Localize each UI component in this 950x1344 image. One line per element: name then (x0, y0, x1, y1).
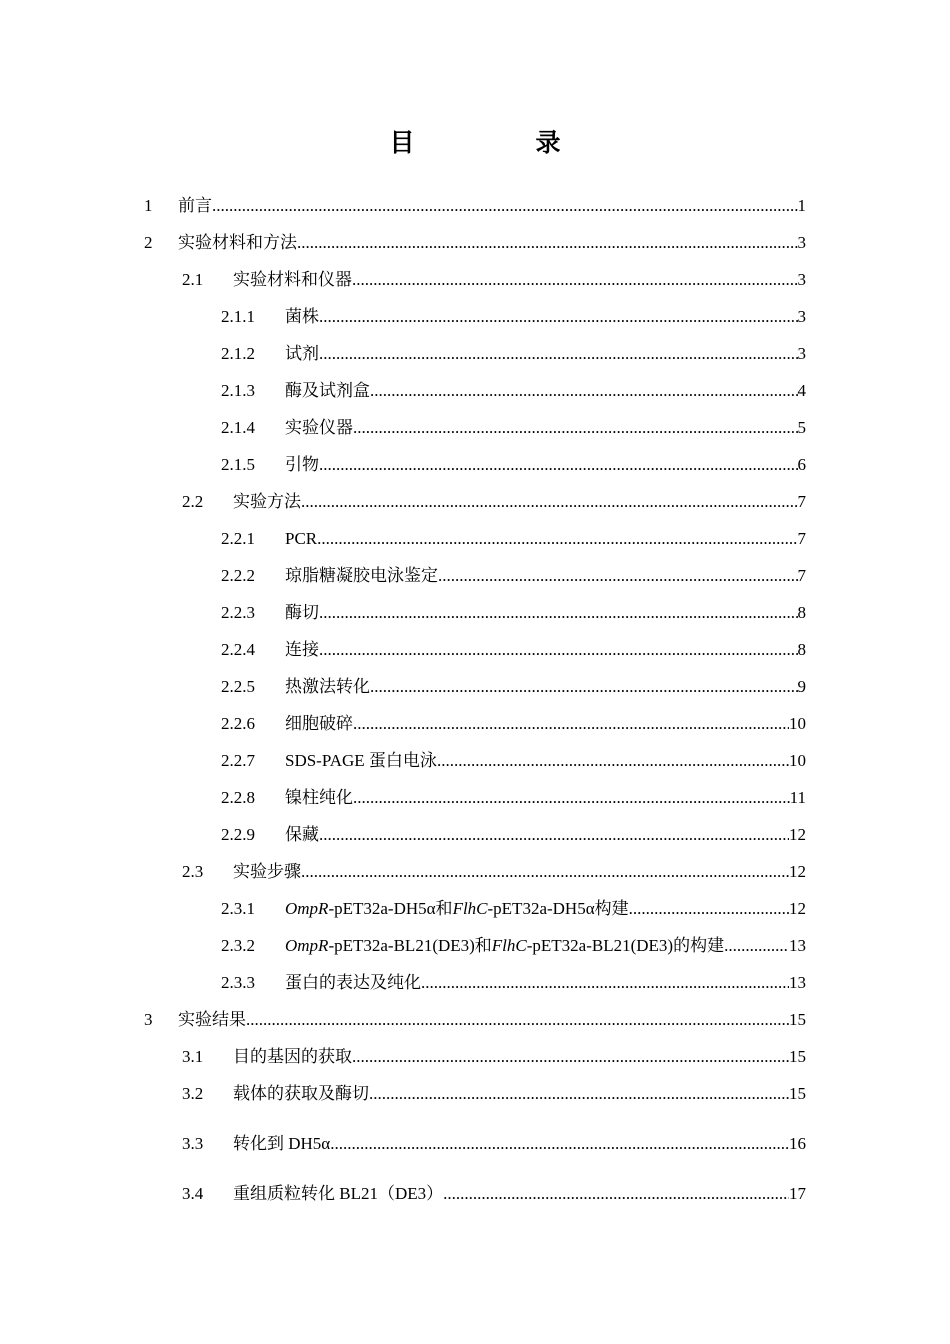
toc-entry[interactable] (182, 854, 806, 890)
toc-dot-leader (437, 743, 789, 779)
toc-entry[interactable] (182, 1176, 806, 1212)
toc-entry-number: 2.3.3 (221, 973, 255, 992)
toc-entry-number: 2.1.2 (221, 344, 255, 363)
toc-page-number: 5 (797, 418, 806, 437)
toc-entry-title-part: PCR (285, 529, 318, 548)
toc-entry-number: 2.2.7 (221, 751, 255, 770)
toc-entry-title-part: 保藏 (285, 825, 319, 844)
toc-entry-title (285, 817, 319, 853)
toc-entry-number: 2.1.1 (221, 307, 255, 326)
toc-entry[interactable] (144, 1002, 806, 1038)
toc-dot-leader (212, 188, 798, 224)
toc-entry[interactable] (221, 891, 806, 927)
toc-page-number: 3 (797, 307, 806, 326)
toc-entry-title (178, 225, 297, 261)
toc-page-number: 3 (797, 270, 806, 289)
toc-entry-number: 2.2 (182, 492, 204, 511)
toc-entry[interactable] (221, 743, 806, 779)
toc-entry-title (233, 1126, 330, 1162)
toc-entry[interactable] (221, 632, 806, 668)
toc-page-number: 8 (797, 640, 806, 659)
toc-dot-leader (319, 632, 798, 668)
toc-entry[interactable] (144, 225, 806, 261)
toc-entry-title-part: 琼脂糖凝胶电泳鉴定 (285, 566, 438, 585)
toc-entry[interactable] (182, 1126, 806, 1162)
toc-entry-number: 3.3 (182, 1134, 204, 1153)
toc-dot-leader (352, 262, 798, 298)
toc-page-number: 6 (797, 455, 806, 474)
toc-entry[interactable] (182, 1039, 806, 1075)
toc-entry-title-part: 蛋白的表达及纯化 (285, 973, 421, 992)
toc-entry-number: 3.4 (182, 1184, 204, 1203)
toc-page-number: 7 (797, 492, 806, 511)
toc-entry-title-part: 实验结果 (178, 1010, 246, 1029)
toc-entry-number: 2.2.1 (221, 529, 255, 548)
toc-page-number: 8 (797, 603, 806, 622)
toc-entry-title-part: 实验材料和仪器 (233, 270, 352, 289)
toc-page-number: 9 (797, 677, 806, 696)
toc-dot-leader (370, 669, 798, 705)
toc-entry-title (233, 854, 301, 890)
toc-entry[interactable] (221, 336, 806, 372)
toc-entry-title (285, 743, 437, 779)
toc-dot-leader (297, 225, 798, 261)
toc-entry-title-part: 细胞破碎 (285, 714, 353, 733)
toc-entry-title-part: 重组质粒转化 BL21（DE3） (233, 1184, 444, 1203)
toc-page-number: 16 (789, 1134, 806, 1153)
toc-dot-leader (370, 373, 798, 409)
toc-entry-title-italic: OmpR (285, 936, 329, 955)
toc-entry-title (285, 558, 438, 594)
toc-entry-title-part: 实验仪器 (285, 418, 353, 437)
toc-entry-title (285, 669, 370, 705)
toc-entry[interactable] (221, 928, 806, 964)
toc-entry-number: 3 (144, 1010, 153, 1029)
toc-entry-title-italic: OmpR (285, 899, 329, 918)
toc-entry-number: 2.2.8 (221, 788, 255, 807)
toc-dot-leader (301, 484, 798, 520)
toc-entry[interactable] (182, 484, 806, 520)
toc-page-number: 10 (789, 714, 806, 733)
toc-dot-leader (369, 1076, 789, 1112)
toc-page-number: 1 (797, 196, 806, 215)
toc-page-number: 7 (797, 566, 806, 585)
toc-entry[interactable] (144, 188, 806, 224)
toc-entry-number: 2.1 (182, 270, 204, 289)
toc-dot-leader (319, 299, 798, 335)
toc-entry-title (285, 891, 629, 927)
toc-entry-title (285, 336, 319, 372)
toc-entry-number: 2.2.5 (221, 677, 255, 696)
toc-entry[interactable] (221, 410, 806, 446)
toc-entry[interactable] (221, 706, 806, 742)
toc-dot-leader (353, 706, 789, 742)
toc-entry-number: 2.2.2 (221, 566, 255, 585)
toc-page-number: 11 (789, 788, 806, 807)
toc-dot-leader (319, 595, 798, 631)
toc-entry-title-part: 引物 (285, 455, 319, 474)
toc-entry-title-part: -pET32a-DH5α和 (328, 899, 453, 918)
toc-entry-title (233, 262, 352, 298)
toc-entry[interactable] (221, 447, 806, 483)
toc-entry-number: 2.3.2 (221, 936, 255, 955)
toc-entry-title (285, 410, 353, 446)
toc-entry-title (285, 595, 319, 631)
toc-dot-leader (317, 521, 797, 557)
toc-dot-leader (443, 1176, 789, 1212)
toc-entry-number: 1 (144, 196, 153, 215)
toc-entry[interactable] (221, 373, 806, 409)
toc-entry-title-part: 实验步骤 (233, 862, 301, 881)
toc-dot-leader (353, 780, 790, 816)
toc-dot-leader (352, 1039, 789, 1075)
toc-entry-title-part: 菌株 (285, 307, 319, 326)
toc-entry-title (178, 188, 212, 224)
toc-page-number: 3 (797, 344, 806, 363)
toc-entry-title (233, 1076, 369, 1112)
toc-entry-title-part: 目的基因的获取 (233, 1047, 352, 1066)
toc-entry-title (285, 928, 724, 964)
toc-entry[interactable] (221, 669, 806, 705)
toc-entry-title (178, 1002, 246, 1038)
toc-entry-title-part: 连接 (285, 640, 319, 659)
toc-entry-number: 3.1 (182, 1047, 204, 1066)
toc-entry-title (285, 965, 421, 1001)
toc-entry-title-part: 转化到 DH5α (233, 1134, 331, 1153)
toc-entry-title-italic: FlhC (491, 936, 527, 955)
toc-dot-leader (301, 854, 789, 890)
toc-page-number: 3 (797, 233, 806, 252)
toc-entry-number: 2.1.5 (221, 455, 255, 474)
toc-page-number: 13 (789, 936, 806, 955)
toc-page-number: 4 (797, 381, 806, 400)
toc-entry-number: 2.3.1 (221, 899, 255, 918)
toc-page-number: 10 (789, 751, 806, 770)
toc-entry[interactable] (221, 558, 806, 594)
toc-list (0, 188, 950, 1218)
toc-entry-title-italic: FlhC (452, 899, 488, 918)
toc-dot-leader (438, 558, 798, 594)
toc-page-number: 12 (789, 862, 806, 881)
toc-entry[interactable] (221, 521, 806, 557)
toc-entry-number: 2.2.9 (221, 825, 255, 844)
toc-entry-title (233, 484, 301, 520)
toc-page-number: 7 (797, 529, 806, 548)
toc-entry-title-part: -pET32a-DH5α构建 (487, 899, 629, 918)
toc-page-number: 12 (789, 825, 806, 844)
toc-page-number: 15 (789, 1010, 806, 1029)
toc-dot-leader (724, 928, 789, 964)
toc-entry-title (285, 299, 319, 335)
toc-entry[interactable] (182, 1076, 806, 1112)
toc-entry[interactable] (182, 262, 806, 298)
toc-entry-title-part: 试剂 (285, 344, 319, 363)
toc-page-number: 15 (789, 1047, 806, 1066)
toc-entry[interactable] (221, 595, 806, 631)
toc-entry-title-part: 酶切 (285, 603, 319, 622)
toc-entry[interactable] (221, 299, 806, 335)
toc-entry-title (285, 706, 353, 742)
toc-entry-title-part: 镍柱纯化 (285, 788, 353, 807)
toc-entry-number: 2 (144, 233, 153, 252)
toc-entry-number: 2.2.3 (221, 603, 255, 622)
toc-entry-title (285, 373, 370, 409)
toc-page-number: 13 (789, 973, 806, 992)
toc-entry-title (285, 521, 317, 557)
toc-entry[interactable] (221, 780, 806, 816)
toc-dot-leader (421, 965, 789, 1001)
toc-entry-title (285, 447, 319, 483)
toc-entry-number: 2.1.4 (221, 418, 255, 437)
toc-entry-title-part: 实验方法 (233, 492, 301, 511)
toc-page-number: 17 (789, 1184, 806, 1203)
toc-dot-leader (353, 410, 798, 446)
toc-dot-leader (330, 1126, 789, 1162)
toc-entry-title (285, 632, 319, 668)
toc-page-number: 15 (789, 1084, 806, 1103)
toc-entry-title-part: 前言 (178, 196, 212, 215)
toc-dot-leader (319, 447, 798, 483)
toc-entry-title-part: 载体的获取及酶切 (233, 1084, 369, 1103)
toc-dot-leader (629, 891, 789, 927)
toc-entry-title-part: 热激法转化 (285, 677, 370, 696)
toc-entry-title (285, 780, 353, 816)
toc-entry-number: 3.2 (182, 1084, 204, 1103)
toc-page-number: 12 (789, 899, 806, 918)
toc-entry[interactable] (221, 965, 806, 1001)
toc-entry[interactable] (221, 817, 806, 853)
toc-entry-title-part: 实验材料和方法 (178, 233, 297, 252)
toc-entry-title (233, 1039, 352, 1075)
toc-entry-title-part: -pET32a-BL21(DE3)和 (328, 936, 492, 955)
toc-entry-title-part: 酶及试剂盒 (285, 381, 370, 400)
toc-dot-leader (319, 817, 789, 853)
toc-title: 目 录 (389, 128, 609, 157)
toc-entry-number: 2.2.4 (221, 640, 255, 659)
toc-entry-number: 2.2.6 (221, 714, 255, 733)
toc-dot-leader (319, 336, 798, 372)
toc-entry-number: 2.3 (182, 862, 204, 881)
toc-entry-title (233, 1176, 443, 1212)
toc-entry-title-part: SDS-PAGE 蛋白电泳 (285, 751, 437, 770)
toc-entry-title-part: -pET32a-BL21(DE3)的构建 (526, 936, 725, 955)
toc-dot-leader (246, 1002, 789, 1038)
toc-entry-number: 2.1.3 (221, 381, 255, 400)
